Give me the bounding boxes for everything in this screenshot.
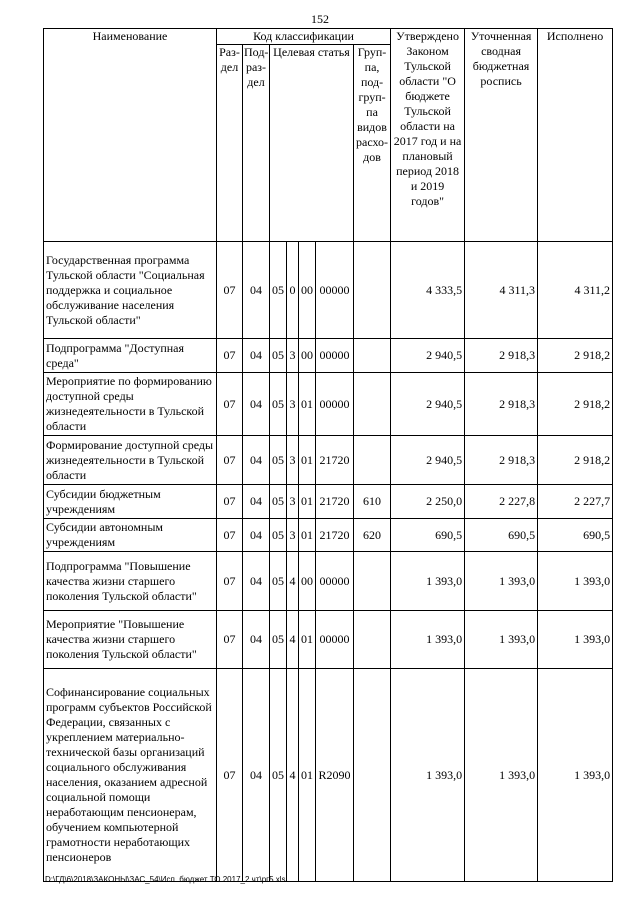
table-row: Субсидии бюджетным учреждениям 07 04 05 3 01 21720 610 2 250,0 2 227,8 2 227,7 — [44, 485, 613, 519]
page-number: 152 — [311, 12, 329, 26]
table-row: Мероприятие по формированию доступной среды жизнедеятельности в Тульской области 07 04 05 3 01 00000 2 940,5 2 918,3 2 918,2 — [44, 373, 613, 436]
header-name: Наименование — [44, 29, 217, 242]
header-approved: Утверждено Законом Тульской области "О бюджете Тульской области на 2017 год и на плановый период 2018 и 2019 годов" — [391, 29, 465, 242]
header-executed: Исполнено — [538, 29, 613, 242]
table-body — [44, 242, 613, 882]
table-row: Формирование доступной среды жизнедеятельности в Тульской области 07 04 05 3 01 21720 2 940,5 2 918,3 2 918,2 — [44, 436, 613, 485]
table-row: Мероприятие "Повышение качества жизни старшего поколения Тульской области" 07 04 05 4 01 00000 1 393,0 1 393,0 1 393,0 — [44, 611, 613, 669]
budget-table — [43, 28, 613, 882]
header-subsection: Под-раз-дел — [243, 45, 270, 242]
table-row: Подпрограмма "Повышение качества жизни старшего поколения Тульской области" 07 04 05 4 00 00000 1 393,0 1 393,0 1 393,0 — [44, 552, 613, 611]
header-expense-group: Груп-па, под-груп-па видов расхо-дов — [354, 45, 391, 242]
table-row: Субсидии автономным учреждениям 07 04 05 3 01 21720 620 690,5 690,5 690,5 — [44, 519, 613, 552]
table-row: Софинансирование социальных программ субъектов Российской Федерации, связанных с укреплением материально-технической базы организаций социального обслуживания населения, оказанием адресной социальной помощи неработающим пенсионерам, обучением компьютерной грамотности неработающих пенсионеров 07 04 05 4 01 R2090 1 393,0 1 393,0 1 393,0 — [44, 669, 613, 882]
header-refined: Уточненная сводная бюджетная роспись — [465, 29, 538, 242]
header-target-article: Целевая статья — [270, 45, 354, 242]
header-code-group: Код классификации — [217, 29, 391, 45]
table-row: Государственная программа Тульской области "Социальная поддержка и социальное обслуживание населения Тульской области" 07 04 05 0 00 00000 4 333,5 4 311,3 4 311,2 — [44, 242, 613, 339]
table-row: Подпрограмма "Доступная среда" 07 04 05 3 00 00000 2 940,5 2 918,3 2 918,2 — [44, 339, 613, 373]
header-section: Раз-дел — [217, 45, 243, 242]
file-path-footer: D:\ГД\6\2018\ЗАКОНЫ\ЗАС_54\Исп. бюджет ТО 2017_2 чт\рг5.xls — [45, 875, 286, 884]
